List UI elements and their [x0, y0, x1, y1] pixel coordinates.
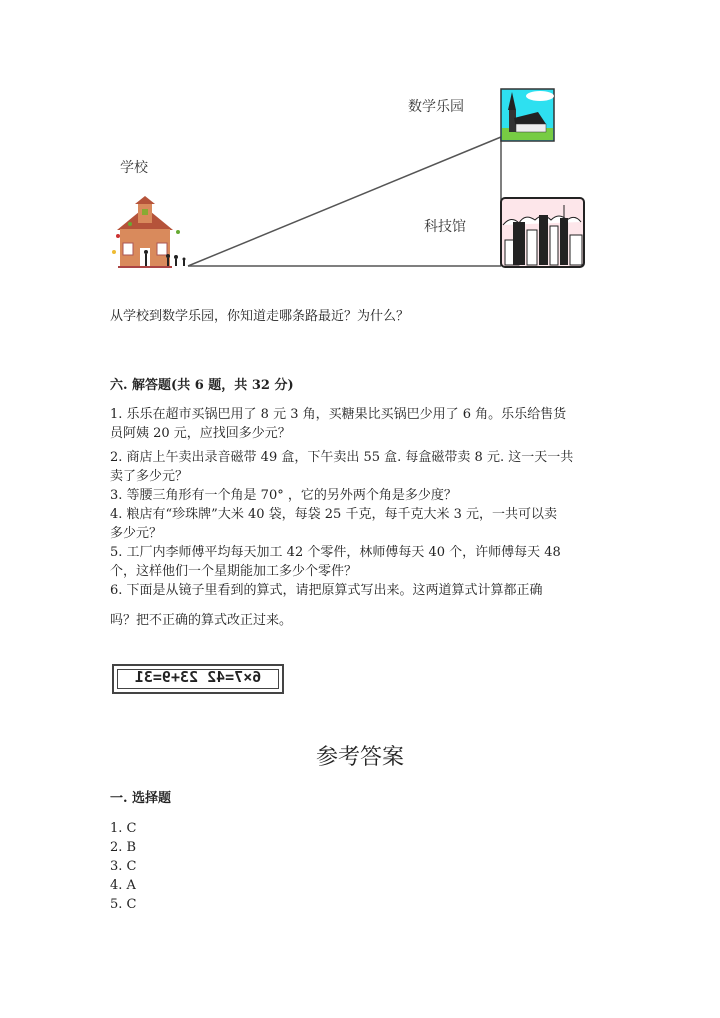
question-line: 5. 工厂内李师傅平均每天加工 42 个零件，林师傅每天 40 个，许师傅每天 48	[110, 545, 561, 560]
park-label: 数学乐园	[408, 99, 464, 115]
route-lines	[0, 0, 720, 300]
question-line: 4. 粮店有“珍珠牌”大米 40 袋，每袋 25 千克，每千克大米 3 元，一共可以卖	[110, 507, 557, 522]
mirrored-formula-box	[112, 664, 284, 694]
question-line: 个，这样他们一个星期能加工多少个零件？	[110, 564, 358, 579]
answer-item: 5. C	[110, 897, 137, 912]
question-line: 吗？把不正确的算式改正过来。	[110, 613, 293, 628]
museum-label: 科技馆	[424, 219, 466, 235]
question-line: 多少元？	[110, 526, 163, 541]
mirrored-formula-text: 6×7=42 23+9=31	[134, 668, 262, 686]
science-museum-icon	[501, 198, 584, 267]
answers-title: 参考答案	[315, 745, 404, 770]
answer-item: 2. B	[110, 840, 137, 855]
answer-item: 1. C	[110, 821, 137, 836]
question-line: 6. 下面是从镜子里看到的算式，请把原算式写出来。这两道算式计算都正确	[110, 583, 543, 598]
answers-section-1-heading: 一. 选择题	[110, 791, 172, 806]
question-line: 卖了多少元？	[110, 469, 189, 484]
diagonal-route	[188, 137, 501, 266]
question-line: 3. 等腰三角形有一个角是 70° ，它的另外两个角是多少度？	[110, 488, 457, 503]
question-line: 1. 乐乐在超市买锅巴用了 8 元 3 角，买糖果比买锅巴少用了 6 角。乐乐给售货	[110, 407, 567, 422]
school-icon	[112, 196, 186, 268]
question-line: 2. 商店上午卖出录音磁带 49 盒，下午卖出 55 盒. 每盒磁带卖 8 元. 这一天一共	[110, 450, 574, 465]
answer-item: 4. A	[110, 878, 136, 893]
math-park-icon	[501, 89, 554, 141]
question-line: 员阿姨 20 元，应找回多少元？	[110, 426, 291, 441]
section-6-heading: 六. 解答题(共 6 题，共 32 分)	[110, 378, 294, 393]
school-label: 学校	[120, 160, 148, 176]
answer-item: 3. C	[110, 859, 137, 874]
question-prompt: 从学校到数学乐园，你知道走哪条路最近？为什么？	[110, 309, 410, 324]
